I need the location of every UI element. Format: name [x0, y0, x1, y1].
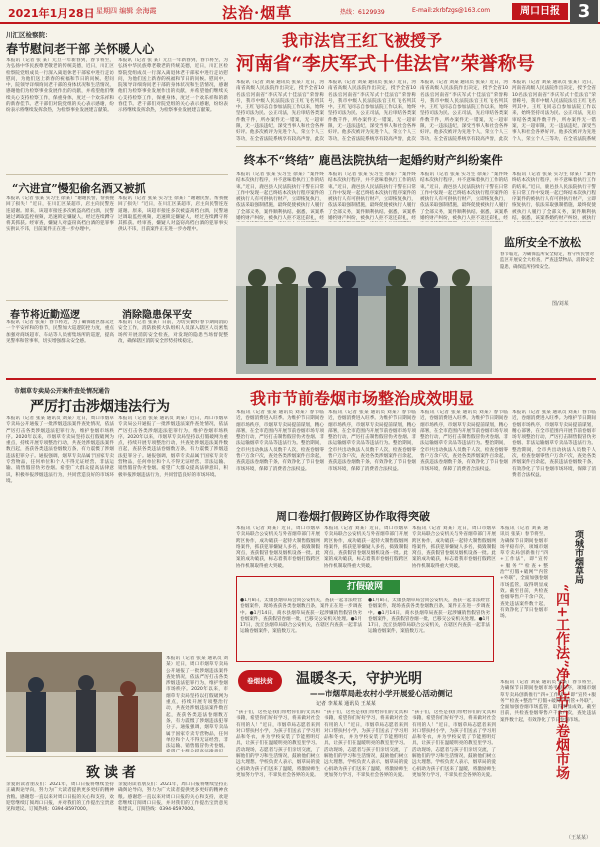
- top-story-col2: 本报讯（记者 刘某 通讯员 张某）近日，河南省高级人民法院作出决定，授予全省10名法官河南省“李庆军式十佳法官”荣誉称号，我市中级人民法院法官王红飞名列其中。王红飞同志自参加法院工作以来，始终坚持司法为民、公正司法，先后审结各类案件数千件，所办案件无一错案，无一超审限，无一违法违纪，深受当事人和社会各界好评。他多次被评为先进个人，荣立个人三等功，在全省法院系统享有较高声誉，此次: [328, 80, 416, 142]
- market-photo-caption: 本报讯（记者 张某 通讯员 刘某）近日，周口市烟草专卖局公开通报了一批涉烟违法案件查处情况，依法严厉打击各类涉烟违法犯罪行为，维护卷烟市场秩序。2020年以来，市烟草专卖局坚持以打假破网为重点，持续开展专项整治行动，共查处涉烟违法案件数百起，查获各类违法卷烟数万条，有力震慑了涉烟违法犯罪分子。通报强调，烟草专卖品属于国家专卖专营物品，任何单位和个人不得无证经营、非法运输、销售假冒伪劣卷烟。: [166, 656, 228, 750]
- crackdown-col2: ●1月8日，太康县烟草局会同公安机关，查获一起非法经营卷烟案件，现场查获各类卷烟数百条，案件正在进一步调查中。●1月14日，商水县烟草局查获一起涉嫌销售假冒伪劣卷烟案件，查获假冒卷烟一批，已移交公安机关处理。●1月17日，沈丘县烟草局联合公安机关，在辖区内查获一起非法运输卷烟案件，案值数万元。: [368, 598, 490, 635]
- top-story-col4: 本报讯（记者 刘某 通讯员 张某）近日，河南省高级人民法院作出决定，授予全省10名法官河南省“李庆军式十佳法官”荣誉称号，我市中级人民法院法官王红飞名列其中。王红飞同志自参加法院工作以来，始终坚持司法为民、公正司法，先后审结各类案件数千件，所办案件无一错案，无一超审限，无一违法违纪，深受当事人和社会各界好评。他多次被评为先进个人，荣立个人三等功，在全省法院系统: [512, 80, 596, 142]
- right-kicker: 项城市烟草局: [573, 530, 583, 584]
- right-article: 本报讯（记者 刘某 通讯员 张某）春节将至，为确保节日期间卷烟市场平稳有序，项城市烟草专卖局创新推行“四+工作法”，即“宣传+服务”“检查+整治”“打假+破网”“内管+外联”，全面加强卷烟市场监管，取得明显成效。截至目前，共检查卷烟零售户千余户次，查处违法案件数十起，有效净化了节日卷烟市场。: [500, 526, 548, 620]
- article-wine-col2: 本报讯（记者 张某 实习生 徐某）“谢谢民警，帮我挽回了损失！”近日，在川汇区某超市，店主向民警连连道谢。原来，该超市接连多次被盗高档白酒，民警通过调取监控视频，迅速锁定嫌疑人，经过连续蹲守将其抓获。经审查，嫌疑人对盗窃高档白酒的犯罪事实供认不讳，目前案件正在进一步办理中。: [118, 196, 228, 233]
- enforcement-col3: 本报讯（记者 张某 实习生 徐某）“案件终结本次执行程序，并不意味着执行工作的结束。”近日，鹿邑县人民法院执行干警在日常工作中发现一起已终结本次执行程序案件的被执行人有可供执行财产，立即恢复执行，依法采取强制措施，最终促使被执行人履行了全部义务，案件顺利执结。据悉，该案系婚约财产纠纷，被执行人拒不返还彩礼，经: [420, 172, 508, 222]
- warm-col3: “孩子们，这些是我们带给你们的文具和书籍，希望你们好好学习，将来做对社会有用的人！”近日，市烟草局志愿者来到对口帮扶村小学，为孩子们送去了学习用品和冬衣，并为学校安装了节能照明灯具，让孩子们在温暖明亮的教室里学习。活动现场，志愿者与孩子们亲切交流，了解他们的学习和生活情况，鼓励他们树立远大理想。学校负责人表示，烟草局的爱心捐助为孩子们送来了温暖，将激励师生更加努力学习，不辜负社会各界的关爱。: [412, 710, 496, 778]
- headline-wine-theft: “六进宣”慢犯偷名酒又被抓: [12, 182, 146, 195]
- photo-inspectors-illustration: [6, 652, 162, 752]
- warm-subtitle: ——市烟草局赴农村小学开展爱心活动侧记: [310, 689, 453, 698]
- top-headline-line1: 我市法官王红飞被授予: [282, 31, 443, 50]
- headline-fire-safety: 消除隐患保平安: [122, 310, 192, 321]
- photo-credit: 图/刘某: [552, 301, 569, 307]
- headline-veterans: 春节慰问老干部 关怀暖人心: [6, 42, 155, 56]
- reader-note-title: 致读者: [86, 765, 140, 781]
- headline-cigarette-market: 我市节前卷烟市场整治成效明显: [250, 389, 475, 408]
- ban-kicker: 市烟草专卖局公开案件查处情况通告: [14, 388, 111, 395]
- photo-officers-illustration: [236, 226, 492, 374]
- main-col3: 本报讯（记者 张某 通讯员 刘某）春节临近，卷烟消费进入旺季。为维护节日期间卷烟市场秩序，市烟草专卖局提前谋划，精心部署，在全市范围内开展节前卷烟市场专项整治行动，严厉打击制售假冒伪劣卷烟、非法运输烟草专卖品等违法行为。整治期间，全市共出动执法人员数千人次，检查卷烟零售户万余户次，查处各类涉烟案件百余起，查获违法卷烟数千条，有效净化了节日卷烟市场环境，保障了消费者合法权益。: [420, 410, 508, 472]
- reader-note-col1: 亲爱的读者朋友们：2021年，周口日报将继续坚持正确舆论导向，努力为广大读者提供更多更好的精神食粮。感谢您一直以来对周口日报的关心和支持，欢迎您继续订阅周口日报，并对我们的工作提出宝贵意见和建议。订阅热线：0394-8597000。: [6, 782, 114, 813]
- headline-cross-region: 周口卷烟打假跨区协作取得突破: [276, 510, 430, 523]
- page-number: 3: [570, 0, 598, 24]
- photo-market-inspection: [6, 652, 162, 752]
- cross-region-col2: 本报讯（记者 刘某）近日，周口市烟草专卖局联合公安机关与外省烟草部门开展跨区协作，成功破获一起特大制售假烟网络案件，抓获犯罪嫌疑人多名，捣毁制假窝点，查获假冒卷烟及烟机设备一批。此案的成功破获，标志着我市卷烟打假跨区协作机制取得重大突破。: [324, 526, 408, 569]
- top-headline-line2: 河南省“李庆军式十佳法官”荣誉称号: [236, 54, 535, 75]
- cross-region-col1: 本报讯（记者 刘某）近日，周口市烟草专卖局联合公安机关与外省烟草部门开展跨区协作，成功破获一起特大制售假烟网络案件，抓获犯罪嫌疑人多名，捣毁制假窝点，查获假冒卷烟及烟机设备一批。此案的成功破获，标志着我市卷烟打假跨区协作机制取得重大突破。: [236, 526, 320, 569]
- divider: [6, 174, 228, 175]
- main-col1: 本报讯（记者 张某 通讯员 刘某）春节临近，卷烟消费进入旺季。为维护节日期间卷烟市场秩序，市烟草专卖局提前谋划，精心部署，在全市范围内开展节前卷烟市场专项整治行动，严厉打击制售假冒伪劣卷烟、非法运输烟草专卖品等违法行为。整治期间，全市共出动执法人员数千人次，检查卷烟零售户万余户次，查处各类涉烟案件百余起，查获违法卷烟数千条，有效净化了节日卷烟市场环境，保障了消费者合法权益。: [236, 410, 324, 472]
- photo-title: 监所安全不放松: [504, 236, 581, 249]
- main-col4: 本报讯（记者 张某 通讯员 刘某）春节临近，卷烟消费进入旺季。为维护节日期间卷烟市场秩序，市烟草专卖局提前谋划，精心部署，在全市范围内开展节前卷烟市场专项整治行动，严厉打击制售假冒伪劣卷烟、非法运输烟草专卖品等违法行为。整治期间，全市共出动执法人员数千人次，检查卷烟零售户万余户次，查处各类涉烟案件百余起，查获违法卷烟数千条，有效净化了节日卷烟市场环境，保障了消费者合法权益。: [512, 410, 596, 478]
- divider: [6, 756, 228, 757]
- headline-patrol: 春节将近勤巡逻: [10, 310, 80, 321]
- cross-region-col3: 本报讯（记者 刘某）近日，周口市烟草专卖局联合公安机关与外省烟草部门开展跨区协作，成功破获一起特大制售假烟网络案件，抓获犯罪嫌疑人多名，捣毁制假窝点，查获假冒卷烟及烟机设备一批。此案的成功破获，标志着我市卷烟打假跨区协作机制取得重大突破。: [412, 526, 496, 569]
- warm-col1: “孩子们，这些是我们带给你们的文具和书籍，希望你们好好学习，将来做对社会有用的人！”近日，市烟草局志愿者来到对口帮扶村小学，为孩子们送去了学习用品和冬衣，并为学校安装了节能照明灯具，让孩子们在温暖明亮的教室里学习。活动现场，志愿者与孩子们亲切交流，了解他们的学习和生活情况，鼓励他们树立远大理想。学校负责人表示，烟草局的爱心捐助为孩子们送来了温暖，将激励师生更加努力学习，不辜负社会各界的关爱。: [236, 710, 320, 778]
- right-article-cont: 本报讯（记者 刘某 通讯员 张某）春节将至，为确保节日期间卷烟市场平稳有序，项城市烟草专卖局创新推行“四+工作法”，即“宣传+服务”“检查+整治”“打假+破网”“内管+外联”，全面加强卷烟市场监管，取得明显成效。截至目前，共检查卷烟零售户千余户次，查处违法案件数十起，有效净化了节日卷烟市场。: [500, 680, 596, 723]
- right-headline: “四+工作法”净化节日卷烟市场: [554, 584, 570, 780]
- main-col2: 本报讯（记者 张某 通讯员 刘某）春节临近，卷烟消费进入旺季。为维护节日期间卷烟市场秩序，市烟草专卖局提前谋划，精心部署，在全市范围内开展节前卷烟市场专项整治行动，严厉打击制售假冒伪劣卷烟、非法运输烟草专卖品等违法行为。整治期间，全市共出动执法人员数千人次，检查卷烟零售户万余户次，查处各类涉烟案件百余起，查获违法卷烟数千条，有效净化了节日卷烟市场环境，保障了消费者合法权益。: [328, 410, 416, 472]
- crackdown-badge: 打假破网: [330, 580, 400, 594]
- article-veterans-col2: 本报讯（记者 张 某）元旦一年新春到，春节将至，为弘扬中华民族尊老敬老的传统美德，近日，川汇区检察院党组成员一行深入离退休老干部家中进行走访慰问，为他们送上新春的祝福和节日的问候。慰问中，院领导详细询问老干部的身体状况和生活情况，感谢他们为检察事业发展作出的贡献，并希望他们继续关心支持检察工作，保重身体，度过一个欢乐祥和的新春佳节。老干部们对院党组的关心表示感谢，纷纷表示将继续发挥余热，为检察事业发展建言献策。: [118, 58, 228, 114]
- divider: [236, 146, 596, 147]
- top-story-col3: 本报讯（记者 刘某 通讯员 张某）近日，河南省高级人民法院作出决定，授予全省10名法官河南省“李庆军式十佳法官”荣誉称号，我市中级人民法院法官王红飞名列其中。王红飞同志自参加法院工作以来，始终坚持司法为民、公正司法，先后审结各类案件数千件，所办案件无一错案，无一超审限，无一违法违纪，深受当事人和社会各界好评。他多次被评为先进个人，荣立个人三等功，在全省法院系统享有较高声誉，此次: [420, 80, 508, 142]
- top-story-col1: 本报讯（记者 刘某 通讯员 张某）近日，河南省高级人民法院作出决定，授予全省10名法官河南省“李庆军式十佳法官”荣誉称号，我市中级人民法院法官王红飞名列其中。王红飞同志自参加法院工作以来，始终坚持司法为民、公正司法，先后审结各类案件数千件，所办案件无一错案，无一超审限，无一违法违纪，深受当事人和社会各界好评。他多次被评为先进个人，荣立个人三等功，在全省法院系统享有较高声誉，此次: [236, 80, 324, 142]
- photo-caption: 春节临近，为确保监所安全稳定，看守所民警对监区开展安全大检查，严查违禁物品，消除安全隐患，确保监所持续安全。: [500, 252, 594, 270]
- enforcement-col1: 本报讯（记者 张某 实习生 徐某）“案件终结本次执行程序，并不意味着执行工作的结束。”近日，鹿邑县人民法院执行干警在日常工作中发现一起已终结本次执行程序案件的被执行人有可供执行财产，立即恢复执行，依法采取强制措施，最终促使被执行人履行了全部义务，案件顺利执结。据悉，该案系婚约财产纠纷，被执行人拒不返还彩礼，经: [236, 172, 324, 222]
- editor-line: 星期四 编辑 余海霞: [96, 7, 157, 15]
- enforcement-col2: 本报讯（记者 张某 实习生 徐某）“案件终结本次执行程序，并不意味着执行工作的结束。”近日，鹿邑县人民法院执行干警在日常工作中发现一起已终结本次执行程序案件的被执行人有可供执行财产，立即恢复执行，依法采取强制措施，最终促使被执行人履行了全部义务，案件顺利执结。据悉，该案系婚约财产纠纷，被执行人拒不返还彩礼，经: [328, 172, 416, 222]
- poverty-relief-badge: 卷烟扶贫: [238, 670, 282, 692]
- left-kicker: 川汇区检察院：: [6, 31, 52, 39]
- divider: [6, 300, 228, 301]
- reader-note-col2: 亲爱的读者朋友们：2021年，周口日报将继续坚持正确舆论导向，努力为广大读者提供更多更好的精神食粮。感谢您一直以来对周口日报的关心和支持，欢迎您继续订阅周口日报，并对我们的工作提出宝贵意见和建议。订阅热线：0394-8597000。: [118, 782, 228, 813]
- section-title: 法治·烟草: [222, 4, 293, 22]
- headline-enforcement: 终本不“终结” 鹿邑法院执结一起婚约财产纠纷案件: [244, 153, 503, 167]
- issue-date: 2021年1月28日: [8, 7, 95, 20]
- email: E-mail:zkrbfzgs@163.com: [412, 7, 491, 14]
- warm-credit: 记者 李某某 通讯员 王某某: [316, 701, 376, 707]
- photo-prison-inspection: [236, 226, 492, 374]
- right-credit: （王某某）: [566, 835, 592, 841]
- newspaper-logo: 周口日报: [512, 3, 568, 20]
- hotline: 热线：6129939: [340, 9, 385, 16]
- warm-col2: “孩子们，这些是我们带给你们的文具和书籍，希望你们好好学习，将来做对社会有用的人！”近日，市烟草局志愿者来到对口帮扶村小学，为孩子们送去了学习用品和冬衣，并为学校安装了节能照明灯具，让孩子们在温暖明亮的教室里学习。活动现场，志愿者与孩子们亲切交流，了解他们的学习和生活情况，鼓励他们树立远大理想。学校负责人表示，烟草局的爱心捐助为孩子们送来了温暖，将激励师生更加努力学习，不辜负社会各界的关爱。: [324, 710, 408, 778]
- article-fire-safety: 本报讯（记者 张某）日前，为切实做好春节期间消防安全工作，消防救援大队组织人员深入辖区人员密集场所开展消防安全检查，对发现的隐患当场督促整改，确保辖区消防安全形势持续稳定。: [118, 320, 228, 344]
- headline-ban: 严厉打击涉烟违法行为: [30, 399, 170, 415]
- article-patrol: 本报讯（记者 张某）春节将近，为了确保辖区群众过一个平安祥和的春节，民警加大巡逻防控力度，重点加强对商场超市、车站等人员密集场所的巡逻，提高见警率和管事率，切实增强群众安全感。: [6, 320, 114, 344]
- enforcement-col4: 本报讯（记者 张某 实习生 徐某）“案件终结本次执行程序，并不意味着执行工作的结束。”近日，鹿邑县人民法院执行干警在日常工作中发现一起已终结本次执行程序案件的被执行人有可供执行财产，立即恢复执行，依法采取强制措施，最终促使被执行人履行了全部义务，案件顺利执结。据悉，该案系婚约财产纠纷，被执行: [512, 172, 596, 222]
- article-wine-col1: 本报讯（记者 张某 实习生 徐某）“谢谢民警，帮我挽回了损失！”近日，在川汇区某超市，店主向民警连连道谢。原来，该超市接连多次被盗高档白酒，民警通过调取监控视频，迅速锁定嫌疑人，经过连续蹲守将其抓获。经审查，嫌疑人对盗窃高档白酒的犯罪事实供认不讳，目前案件正在进一步办理中。: [6, 196, 114, 233]
- section-divider: [6, 378, 596, 380]
- article-veterans-col1: 本报讯（记者 张 某）元旦一年新春到，春节将至，为弘扬中华民族尊老敬老的传统美德，近日，川汇区检察院党组成员一行深入离退休老干部家中进行走访慰问，为他们送上新春的祝福和节日的问候。慰问中，院领导详细询问老干部的身体状况和生活情况，感谢他们为检察事业发展作出的贡献，并希望他们继续关心支持检察工作，保重身体，度过一个欢乐祥和的新春佳节。老干部们对院党组的关心表示感谢，纷纷表示将继续发挥余热，为检察事业发展建言献策。: [6, 58, 114, 114]
- crackdown-col1: ●1月8日，太康县烟草局会同公安机关，查获一起非法经营卷烟案件，现场查获各类卷烟数百条，案件正在进一步调查中。●1月14日，商水县烟草局查获一起涉嫌销售假冒伪劣卷烟案件，查获假冒卷烟一批，已移交公安机关处理。●1月17日，沈丘县烟草局联合公安机关，在辖区内查获一起非法运输卷烟案件，案值数万元。: [240, 598, 362, 635]
- ban-col2: 本报讯（记者 张某 通讯员 刘某）近日，周口市烟草专卖局公开通报了一批涉烟违法案件查处情况，依法严厉打击各类涉烟违法犯罪行为，维护卷烟市场秩序。2020年以来，市烟草专卖局坚持以打假破网为重点，持续开展专项整治行动，共查处涉烟违法案件数百起，查获各类违法卷烟数万条，有力震慑了涉烟违法犯罪分子。通报强调，烟草专卖品属于国家专卖专营物品，任何单位和个人不得无证经营、非法运输、销售假冒伪劣卷烟。希望广大群众提高法律意识，积极举报涉烟违法行为，共同营造良好的市场环境。: [118, 416, 228, 478]
- ban-col1: 本报讯（记者 张某 通讯员 刘某）近日，周口市烟草专卖局公开通报了一批涉烟违法案件查处情况，依法严厉打击各类涉烟违法犯罪行为，维护卷烟市场秩序。2020年以来，市烟草专卖局坚持以打假破网为重点，持续开展专项整治行动，共查处涉烟违法案件数百起，查获各类违法卷烟数万条，有力震慑了涉烟违法犯罪分子。通报强调，烟草专卖品属于国家专卖专营物品，任何单位和个人不得无证经营、非法运输、销售假冒伪劣卷烟。希望广大群众提高法律意识，积极举报涉烟违法行为，共同营造良好的市场环境。: [6, 416, 114, 484]
- headline-warm-winter: 温暖冬天，守护光明: [296, 671, 422, 687]
